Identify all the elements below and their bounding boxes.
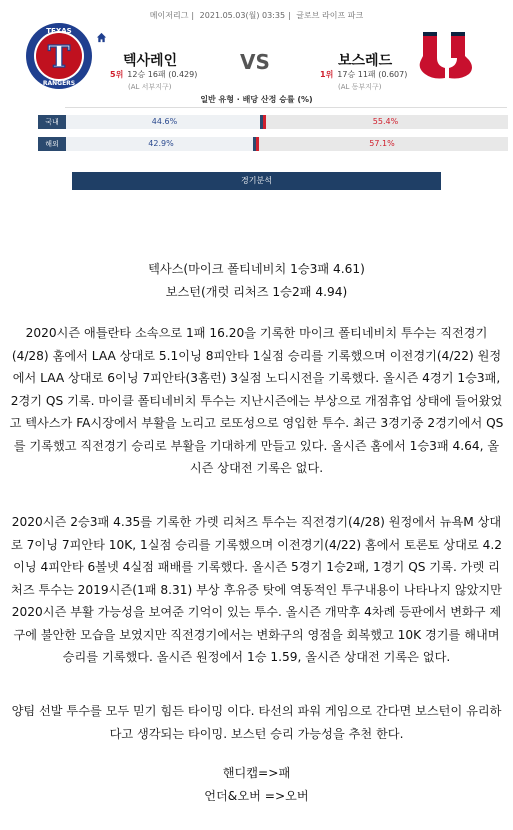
match-datetime: 2021.05.03(월) 03:35 — [199, 11, 286, 20]
win-rate-divider — [65, 107, 507, 108]
home-team-rank: 5위 — [110, 70, 124, 79]
starting-pitchers — [8, 258, 505, 303]
home-pitcher: 텍사스(마이크 폴티네비치 1승3패 4.61) — [148, 262, 365, 276]
away-win-rate-text: 57.1% — [369, 139, 395, 148]
home-win-rate-text: 44.6% — [151, 117, 178, 126]
venue-label: 글로브 라이프 파크 — [296, 11, 364, 20]
svg-text:T: T — [47, 40, 71, 75]
win-rate-row-label: 국내 — [38, 115, 66, 129]
away-team-winloss: 17승 11패 (0.607) — [337, 70, 408, 79]
match-meta: 메이저리그 | 2021.05.03(월) 03:35 | 글로브 라이프 파크 — [149, 11, 364, 20]
win-rate-bar — [66, 137, 508, 151]
boston-red-sox-logo — [415, 28, 481, 84]
away-team-record — [320, 69, 407, 80]
home-win-rate-text: 42.9% — [148, 139, 174, 148]
match-card — [0, 0, 513, 200]
svg-text:RANGERS: RANGERS — [42, 80, 76, 87]
betting-picks — [8, 762, 505, 807]
win-rate-row-overseas — [38, 137, 508, 151]
home-pitcher-analysis: 2020시즌 애틀란타 소속으로 1패 16.20을 기록한 마이크 폴티네비치 투수는 직전경기(4/28) 홈에서 LAA 상대로 5.1이닝 8피안타 1실점 승리를 기록했으며 이전경기(4/22) 원정에서 LAA 상대로 6이닝 7피안타(3홈런) 3실점 노디시전을 기록했다. 올시즌 4경기 1승3패, 2경기 QS 기록. 마이클 폴티네비치 투수는 지난시즌에는 부상으로 개점휴업 상태에 들어왔었고 텍사스가 FA시장에서 부활을 노리고 로또성으로 영입한 투수. 최근 3경기중 2경기에서 QS를 기록했고 직전경기 승리로 부활을 기대하게 만들고 있다. 올시즌 홈에서 1승3패 4.64, 올시즌 상대전 기록은 없다. — [9, 326, 504, 475]
svg-text:TEXAS: TEXAS — [46, 27, 72, 35]
away-win-rate — [263, 115, 508, 129]
handicap-pick: 핸디캡=>패 — [222, 766, 291, 780]
analysis-banner: 경기분석 — [72, 172, 441, 190]
over-under-pick: 언더&오버 =>오버 — [204, 788, 309, 803]
home-team-record — [110, 69, 197, 80]
texas-rangers-logo — [25, 22, 93, 90]
win-rate-row-domestic — [38, 115, 508, 129]
home-win-rate — [66, 115, 263, 129]
home-team-division: (AL 서부지구) — [128, 83, 172, 91]
league-label: 메이저리그 — [149, 11, 189, 20]
home-team-winloss: 12승 16패 (0.429) — [127, 70, 198, 79]
home-win-rate — [66, 137, 256, 151]
win-rate-bar — [66, 115, 508, 129]
away-pitcher: 보스턴(개럿 리처즈 1승2패 4.94) — [165, 284, 348, 299]
win-rate-row-label: 해외 — [38, 137, 66, 151]
away-team-division: (AL 동부지구) — [338, 83, 382, 91]
away-team-name: 보스레드 — [338, 53, 393, 69]
home-icon — [96, 32, 107, 43]
match-summary: 양팀 선발 투수를 모두 믿기 힘든 타이밍 이다. 타선의 파워 게임으로 간다면 보스턴이 유리하다고 생각되는 타이밍. 보스턴 승리 가능성을 추천 한다. — [11, 704, 502, 741]
away-win-rate-text: 55.4% — [372, 117, 399, 126]
away-win-rate — [256, 137, 508, 151]
win-rate-title: 일반 유형 · 배당 산정 승률 (%) — [200, 95, 313, 104]
home-team-name: 텍사레인 — [123, 53, 178, 69]
away-team-rank: 1위 — [320, 70, 334, 79]
away-pitcher-analysis: 2020시즌 2승3패 4.35를 기록한 가렛 리처즈 투수는 직전경기(4/28) 원정에서 뉴욕M 상대로 7이닝 7피안타 10K, 1실점 승리를 기록했으며 이전경기(4/22) 홈에서 토론토 상대로 4.2이닝 4피안타 6볼넷 4실점 패배를 기록했다. 올시즌 5경기 1승2패, 1경기 QS 기록. 가렛 리처즈 투수는 2019시즌(1패 8.31) 부상 후유증 탓에 역동적인 투구내용이 나타나지 않았지만 2020시즌 부활 가능성을 보여준 기억이 있는 투수. 올시즌 개막후 4차례 등판에서 변화구 제구에 불안한 모습을 보였지만 직전경기에서는 변화구의 영점을 회복했고 10K 경기를 해내며 승리를 기록했다. 올시즌 원정에서 1승 1.59, 올시즌 상대전 기록은 없다. — [11, 515, 502, 664]
vs-label: VS — [240, 50, 270, 74]
